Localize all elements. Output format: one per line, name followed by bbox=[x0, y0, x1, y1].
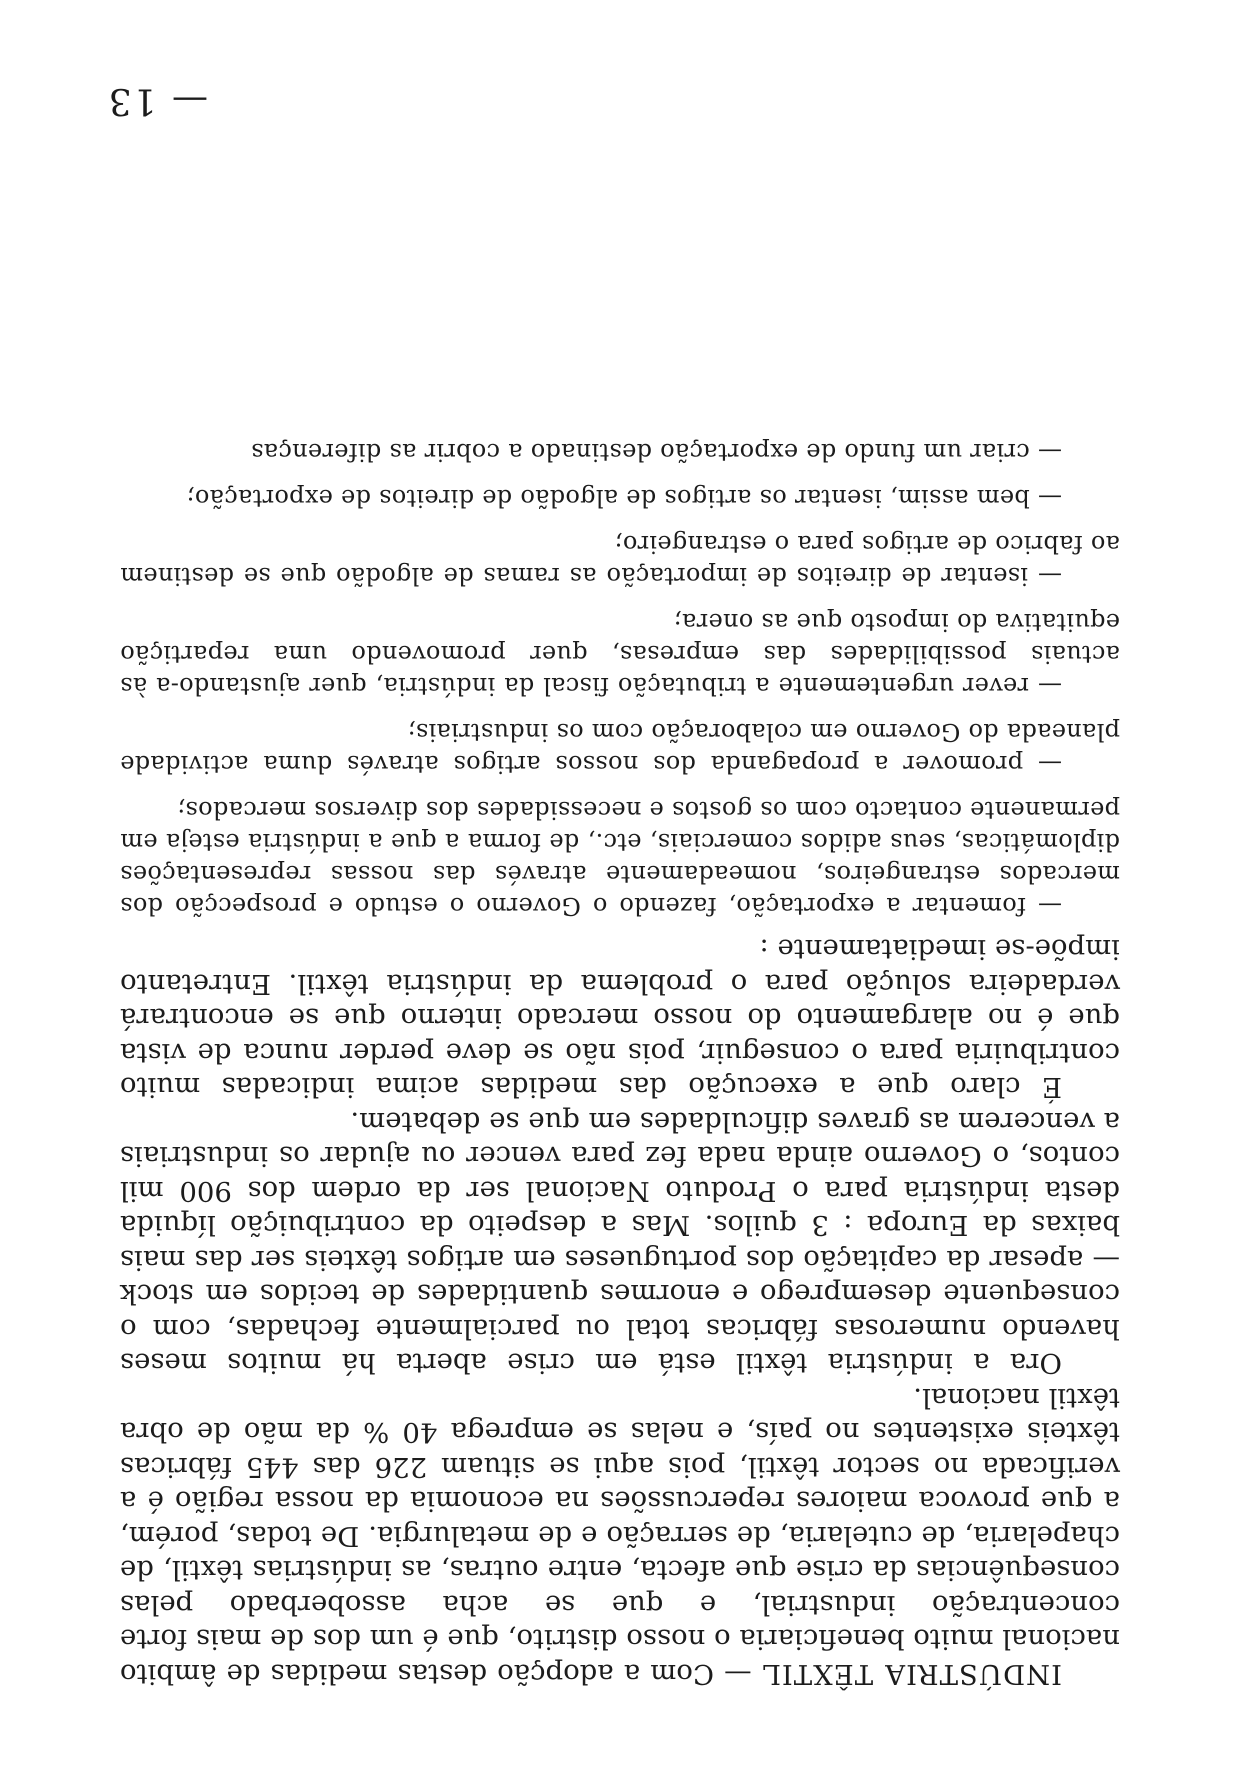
list-item-isentar-importacao: — isentar de direitos de importação as ramas de algodão que se destinem ao fabrico de artigos para o estrangeiro; bbox=[120, 530, 1120, 590]
list-item-criar-fundo: — criar um fundo de exportação destinado a cobrir as diferenças bbox=[250, 438, 1062, 466]
list-item-fomentar-exportacao: — fomentar a exportação, fazendo o Governo o estudo e prospecção dos mercados estrangeiros, nomeadamente através das nossas representações diplomáticas, seus adidos comerciais, etc., de forma a que a indústria esteja em permanente contacto com os gostos e necessidades dos diversos mercados; bbox=[120, 796, 1120, 920]
list-item-promover-propaganda: — promover a propaganda dos nossos artigos através duma actividade planeada do Governo em colaboração com os industriais; bbox=[120, 718, 1120, 778]
paragraph-1-text: — Com a adopção destas medidas de âmbito nacional muito beneficiaria o nosso distrito, que é um dos de mais forte concentração industrial, e que se acha assoberbado pelas consequências da crise que afecta, entre outras, as indústrias têxtil, de chapelaria, de cutelaria, de serração e de metalurgia. De todas, porém, a que provoca maiores repercussões na economia da nossa região é a verificada no sector têxtil, pois aqui se situam 226 das 445 fábricas têxteis existentes no país, e nelas se emprega 40 % da mão de obra têxtil nacional. bbox=[120, 1382, 1120, 1690]
paragraph-crise: Ora a indústria têxtil está em crise aberta há muitos meses havendo numerosas fábricas total ou parcialmente fechadas, com o consequente desemprego e enormes quantidades de tecidos em stock — apesar da capitação dos portugueses em artigos têxteis ser das mais baixas da Europa : 3 quilos. Mas a despeito da contribuição líquida desta indústria para o Produto Nacional ser da ordem dos 900 mil contos, o Governo ainda nada fez para vencer ou ajudar os industriais a vencerem as graves dificuldades em que se debatem. bbox=[120, 1106, 1120, 1380]
body-text bbox=[120, 436, 1120, 1691]
section-heading: INDÚSTRIA TÊXTIL bbox=[761, 1658, 1062, 1690]
list-item-rever-tributacao: — rever urgentemente a tributação fiscal da indústria, quer ajustando-a às actuais possibilidades das empresas, quer promovendo uma repartição equitativa do imposto que as onera; bbox=[120, 608, 1120, 700]
list-item-isentar-exportacao: — bem assim, isentar os artigos de algodão de direitos de exportação; bbox=[186, 484, 1062, 512]
paragraph-solucao: É claro que a execução das medidas acima indicadas muito contribuiria para o conseguir, pois não se deve perder nunca de vista que é no alargamento do nosso mercado interno que se encontrará verdadeira solução para o problema da indústria têxtil. Entretanto impõe-se imediatamente : bbox=[120, 933, 1120, 1104]
paragraph-industria-textil bbox=[120, 1381, 1120, 1692]
page-number: — 13 bbox=[106, 80, 208, 121]
